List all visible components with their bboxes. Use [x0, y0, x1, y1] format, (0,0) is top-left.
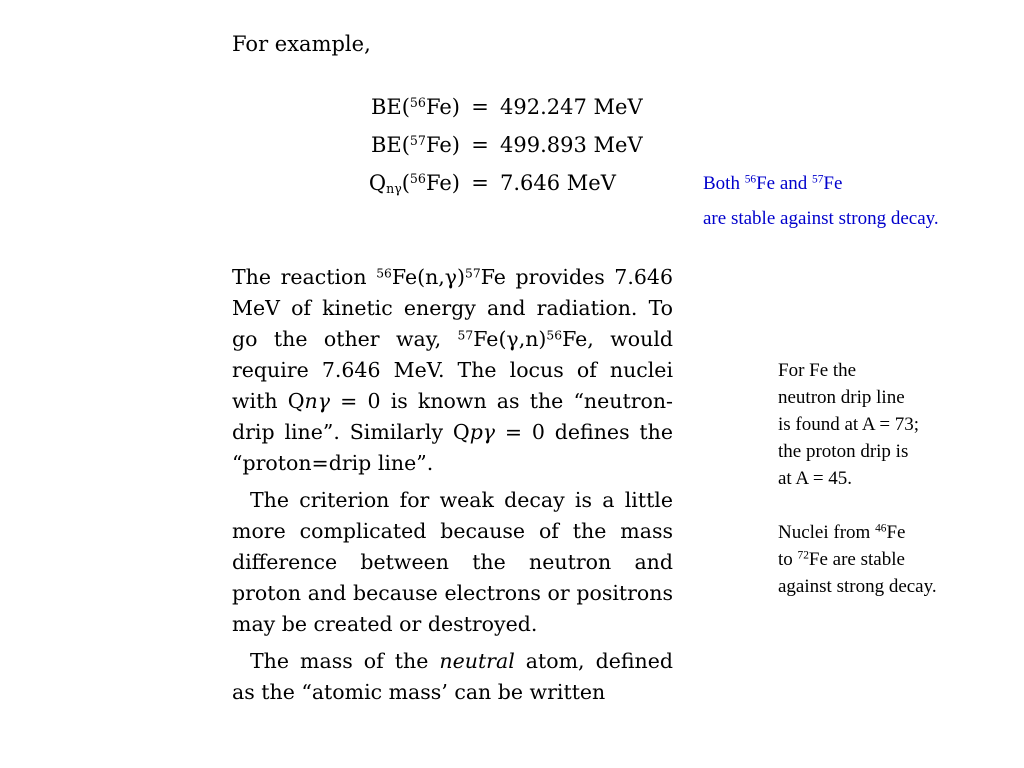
- mass-number: 57: [457, 328, 474, 343]
- annotation-stability: [703, 166, 939, 236]
- equals-sign: =: [471, 171, 489, 195]
- text-run: Fe(γ,n): [473, 327, 547, 351]
- annotation-line: [778, 519, 937, 546]
- text-run: Both: [703, 173, 745, 194]
- math-italic: pγ: [469, 420, 496, 444]
- math-italic: nγ: [304, 389, 330, 413]
- annotation-drip-lines: [778, 357, 937, 600]
- paragraph-atomic-mass: [232, 646, 673, 708]
- equation-lhs-text: (: [401, 171, 410, 195]
- equation-block: [300, 88, 660, 202]
- q-subscript: nγ: [386, 181, 402, 197]
- text-run: Fe(n,γ): [391, 265, 466, 289]
- equation-lhs: [300, 95, 460, 119]
- annotation-line: For Fe the: [778, 360, 857, 381]
- annotation-line: [703, 166, 939, 201]
- annotation-line: is found at A = 73;: [778, 414, 920, 435]
- text-run: The mass of the: [250, 649, 440, 673]
- equation-lhs-text: Fe): [425, 95, 460, 119]
- annotation-line: [778, 546, 937, 573]
- mass-number: 56: [409, 95, 426, 111]
- text-run: = 0 is known as the “neutron-drip line”. Similarly Q: [232, 389, 673, 444]
- equation-be56: [300, 88, 660, 126]
- equation-lhs-text: BE(: [370, 133, 410, 157]
- equals-sign: =: [471, 95, 489, 119]
- equation-q-value: [300, 164, 660, 202]
- equation-lhs-text: Fe): [425, 133, 460, 157]
- mass-number: 57: [409, 133, 426, 149]
- equation-be57: [300, 126, 660, 164]
- emphasis: neutral: [439, 649, 515, 673]
- equation-value: 7.646 MeV: [500, 171, 616, 195]
- mass-number: 56: [546, 328, 563, 343]
- mass-number: 72: [797, 549, 809, 562]
- equation-lhs: [300, 133, 460, 157]
- intro-text: For example,: [232, 32, 371, 56]
- equation-lhs-text: Q: [368, 171, 387, 195]
- equation-lhs: [300, 171, 460, 195]
- text-run: Nuclei from: [778, 522, 876, 543]
- text-run: Fe, would require 7.646 MeV. The locus of nuclei with Q: [232, 327, 673, 413]
- equals-sign: =: [471, 133, 489, 157]
- text-run: Fe and: [756, 173, 813, 194]
- text-run: Fe are stable: [808, 549, 905, 570]
- text-run: The reaction: [232, 265, 377, 289]
- mass-number: 46: [875, 522, 887, 535]
- equation-lhs-text: BE(: [370, 95, 410, 119]
- equation-value: 492.247 MeV: [500, 95, 643, 119]
- equation-lhs-text: Fe): [425, 171, 460, 195]
- mass-number: 56: [744, 173, 757, 186]
- equation-value: 499.893 MeV: [500, 133, 643, 157]
- mass-number: 57: [465, 266, 481, 281]
- annotation-line: against strong decay.: [778, 576, 937, 597]
- annotation-line: the proton drip is: [778, 441, 909, 462]
- annotation-line: neutron drip line: [778, 387, 905, 408]
- mass-number: 56: [409, 171, 426, 187]
- text-run: Fe: [823, 173, 843, 194]
- annotation-line: at A = 45.: [778, 468, 853, 489]
- text-run: Fe: [886, 522, 906, 543]
- annotation-line: are stable against strong decay.: [703, 208, 939, 229]
- main-text: [232, 262, 673, 708]
- paragraph-reaction: [232, 262, 673, 479]
- mass-number: 56: [376, 266, 392, 281]
- text-run: to: [778, 549, 798, 570]
- mass-number: 57: [812, 173, 824, 186]
- text-run: = 0 defines the “proton=drip line”.: [232, 420, 673, 475]
- text-run: atom, defined as the “atomic mass’ can be written: [232, 649, 673, 704]
- text-run: Fe provides 7.646 MeV of kinetic energy and radiation. To go the other way,: [232, 265, 673, 351]
- spacer: [778, 492, 937, 519]
- paragraph-weak-decay: The criterion for weak decay is a little more complicated because of the mass difference between the neutron and proton and because electrons or positrons may be created or destroyed.: [232, 488, 673, 636]
